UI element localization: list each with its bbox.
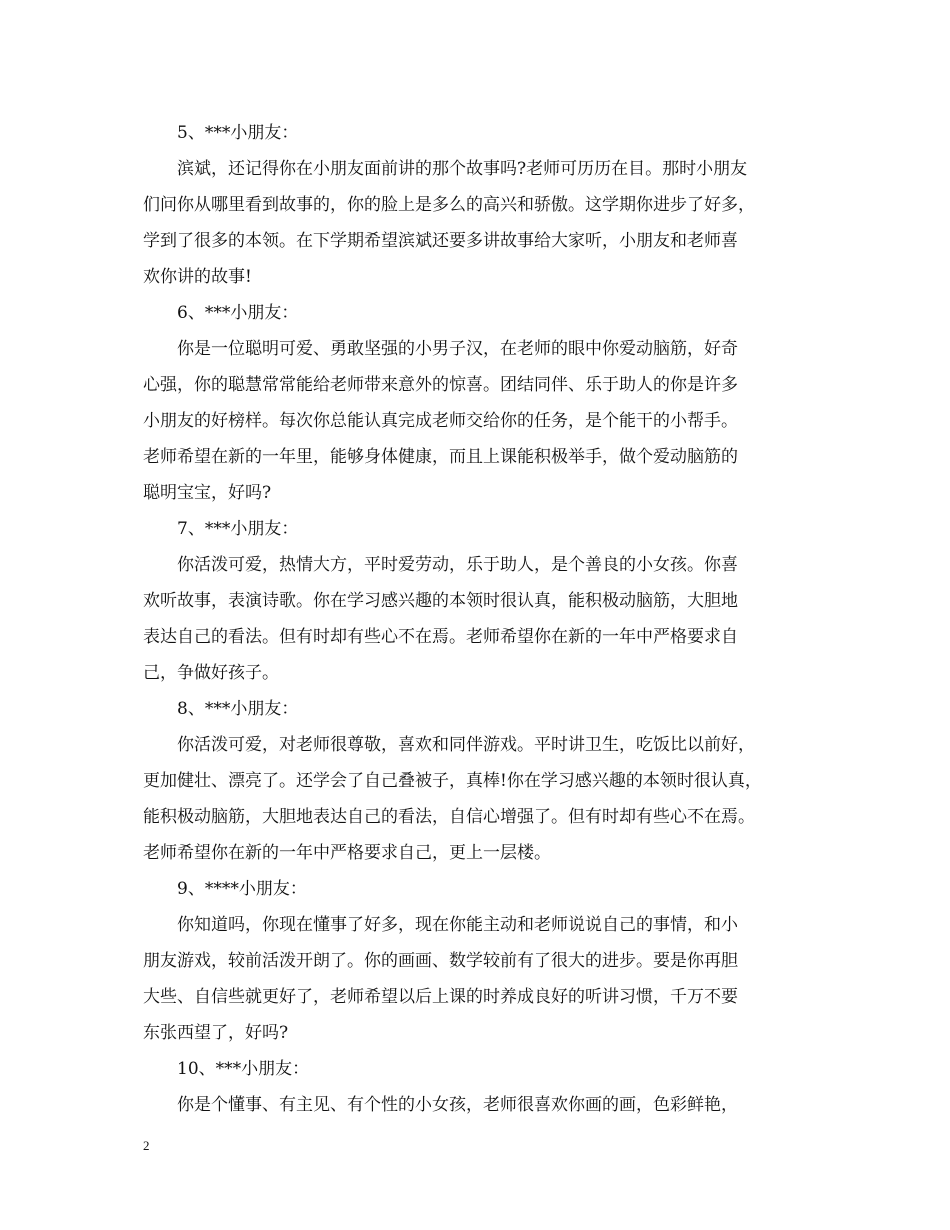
section-heading: 7、***小朋友： — [177, 519, 299, 539]
paragraph-line: 滨斌，还记得你在小朋友面前讲的那个故事吗?老师可历历在目。那时小朋友 — [177, 159, 748, 179]
page-number: 2 — [143, 1138, 150, 1153]
paragraph-line: 大些、自信些就更好了，老师希望以后上课的时养成良好的听讲习惯，千万不要 — [143, 987, 738, 1007]
paragraph-line: 朋友游戏，较前活泼开朗了。你的画画、数学较前有了很大的进步。要是你再胆 — [143, 951, 738, 971]
paragraph-line: 表达自己的看法。但有时却有些心不在焉。老师希望你在新的一年中严格要求自 — [143, 627, 738, 647]
paragraph-line: 心强，你的聪慧常常能给老师带来意外的惊喜。团结同伴、乐于助人的你是许多 — [143, 375, 738, 395]
paragraph-line: 们问你从哪里看到故事的，你的脸上是多么的高兴和骄傲。这学期你进步了好多， — [143, 195, 755, 215]
section-paragraph — [143, 547, 811, 691]
section-heading: 9、****小朋友： — [177, 879, 307, 899]
paragraph-line: 小朋友的好榜样。每次你总能认真完成老师交给你的任务，是个能干的小帮手。 — [143, 411, 738, 431]
paragraph-line: 老师希望在新的一年里，能够身体健康，而且上课能积极举手，做个爱动脑筋的 — [143, 447, 738, 467]
paragraph-line: 聪明宝宝，好吗? — [143, 483, 272, 503]
paragraph-line: 老师希望你在新的一年中严格要求自己，更上一层楼。 — [143, 843, 551, 863]
section-paragraph — [143, 907, 811, 1051]
paragraph-line: 欢听故事，表演诗歌。你在学习感兴趣的本领时很认真，能积极动脑筋，大胆地 — [143, 591, 738, 611]
paragraph-line: 你活泼可爱，热情大方，平时爱劳动，乐于助人，是个善良的小女孩。你喜 — [177, 555, 738, 575]
paragraph-line: 你知道吗，你现在懂事了好多，现在你能主动和老师说说自己的事情，和小 — [177, 915, 738, 935]
section-paragraph — [143, 331, 811, 511]
paragraph-line: 能积极动脑筋，大胆地表达自己的看法，自信心增强了。但有时却有些心不在焉。 — [143, 807, 755, 827]
paragraph-line: 你活泼可爱，对老师很尊敬，喜欢和同伴游戏。平时讲卫生，吃饭比以前好， — [177, 735, 755, 755]
paragraph-line: 你是一位聪明可爱、勇敢坚强的小男子汉，在老师的眼中你爱动脑筋，好奇 — [177, 339, 738, 359]
paragraph-line: 己，争做好孩子。 — [143, 663, 279, 683]
paragraph-line: 你是个懂事、有主见、有个性的小女孩，老师很喜欢你画的画，色彩鲜艳， — [177, 1095, 738, 1115]
section-heading: 6、***小朋友： — [177, 303, 299, 323]
paragraph-line: 学到了很多的本领。在下学期希望滨斌还要多讲故事给大家听，小朋友和老师喜 — [143, 231, 738, 251]
paragraph-line: 更加健壮、漂亮了。还学会了自己叠被子，真棒!你在学习感兴趣的本领时很认真， — [143, 771, 762, 791]
section-paragraph — [143, 151, 811, 295]
section-paragraph — [143, 1087, 811, 1123]
paragraph-line: 欢你讲的故事! — [143, 267, 252, 287]
section-heading: 8、***小朋友： — [177, 699, 299, 719]
paragraph-line: 东张西望了，好吗? — [143, 1023, 289, 1043]
section-heading: 10、***小朋友： — [177, 1059, 310, 1079]
section-heading: 5、***小朋友： — [177, 123, 299, 143]
section-paragraph — [143, 727, 811, 871]
document-body — [143, 115, 811, 1123]
